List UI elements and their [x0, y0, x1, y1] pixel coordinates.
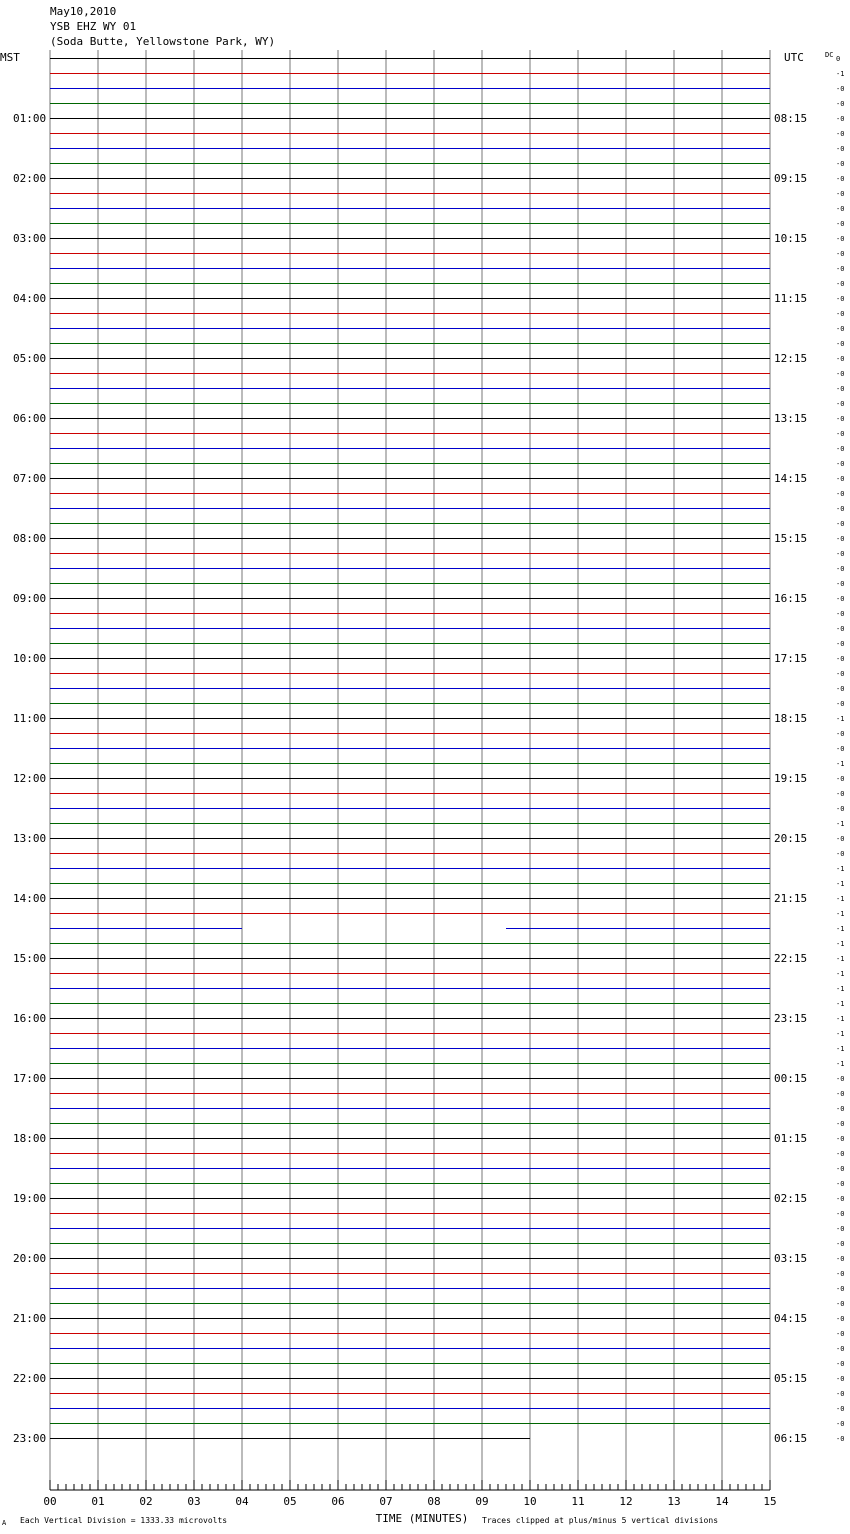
traces	[50, 59, 770, 1439]
time-axis	[43, 1480, 776, 1508]
x-tick-label: 14	[715, 1495, 729, 1508]
dc-offset-label: -0	[836, 310, 845, 318]
utc-hour-label: 01:15	[774, 1132, 808, 1145]
plot-location: (Soda Butte, Yellowstone Park, WY)	[50, 35, 276, 48]
utc-hour-label: 00:15	[774, 1072, 808, 1085]
mst-hour-label: 13:00	[13, 832, 47, 845]
dc-offset-label: -1	[836, 715, 845, 723]
utc-hour-label: 20:15	[774, 832, 808, 845]
dc-offset-label: -0	[836, 1345, 845, 1353]
plot-station: YSB EHZ WY 01	[50, 20, 137, 33]
utc-hour-label: 02:15	[774, 1192, 808, 1205]
dc-offset-label: -0	[836, 1330, 845, 1338]
mst-axis-label: MST	[0, 51, 20, 64]
dc-offset-label: -0	[836, 1255, 845, 1263]
dc-offset-label: -0	[836, 490, 845, 498]
dc-offset-label: -1	[836, 970, 845, 978]
x-tick-label: 15	[763, 1495, 777, 1508]
dc-offset-label: -1	[836, 895, 845, 903]
dc-offset-label: -0	[836, 1240, 845, 1248]
dc-offset-label: -0	[836, 580, 845, 588]
dc-offset-label: -0	[836, 190, 845, 198]
dc-offset-label: -1	[836, 865, 845, 873]
dc-offset-label: -0	[836, 700, 845, 708]
x-tick-label: 11	[571, 1495, 585, 1508]
utc-hour-label: 15:15	[774, 532, 808, 545]
x-tick-label: 10	[523, 1495, 537, 1508]
dc-offset-label: -0	[836, 640, 845, 648]
dc-offset-label: -0	[836, 400, 845, 408]
x-tick-label: 13	[667, 1495, 681, 1508]
mst-hour-label: 19:00	[13, 1192, 47, 1205]
dc-offset-label: -1	[836, 1000, 845, 1008]
dc-offset-label: -0	[836, 850, 845, 858]
dc-offset-label: -0	[836, 1210, 845, 1218]
dc-offset-label: -0	[836, 745, 845, 753]
dc-offset-label: -0	[836, 520, 845, 528]
dc-offset-label: -1	[836, 880, 845, 888]
dc-column-label: DC	[825, 51, 834, 59]
dc-offset-label: -0	[836, 685, 845, 693]
dc-offset-label: -0	[836, 295, 845, 303]
dc-offset-label: -0	[836, 460, 845, 468]
dc-offset-label: -0	[836, 805, 845, 813]
dc-offset-label: -0	[836, 175, 845, 183]
x-tick-label: 01	[91, 1495, 105, 1508]
dc-offset-label: -0	[836, 595, 845, 603]
dc-offset-label: -1	[836, 910, 845, 918]
dc-offset-label: -0	[836, 1135, 845, 1143]
dc-offset-label: -0	[836, 205, 845, 213]
utc-hour-label: 04:15	[774, 1312, 808, 1325]
dc-offset-label: -0	[836, 1285, 845, 1293]
dc-offset-label: -0	[836, 1360, 845, 1368]
mst-hour-label: 14:00	[13, 892, 47, 905]
mst-hour-label: 09:00	[13, 592, 47, 605]
mst-hour-label: 12:00	[13, 772, 47, 785]
dc-offset-label: -0	[836, 730, 845, 738]
dc-offset-label: -0	[836, 1420, 845, 1428]
dc-offset-label: -0	[836, 370, 845, 378]
dc-offset-label: -0	[836, 250, 845, 258]
utc-hour-label: 03:15	[774, 1252, 808, 1265]
mst-labels	[13, 112, 46, 1445]
utc-hour-label: 12:15	[774, 352, 808, 365]
footer-right-note: Traces clipped at plus/minus 5 vertical divisions	[482, 1516, 719, 1525]
dc-offset-label: -0	[836, 160, 845, 168]
utc-hour-label: 13:15	[774, 412, 808, 425]
dc-offset-label: -0	[836, 625, 845, 633]
dc-offset-label: -0	[836, 535, 845, 543]
plot-date: May10,2010	[50, 5, 117, 18]
mst-hour-label: 08:00	[13, 532, 47, 545]
dc-offset-label: -0	[836, 505, 845, 513]
mst-hour-label: 23:00	[13, 1432, 47, 1445]
mst-hour-label: 21:00	[13, 1312, 47, 1325]
dc-offset-label: -0	[836, 340, 845, 348]
dc-offset-label: -0	[836, 610, 845, 618]
dc-offset-label: -0	[836, 1225, 845, 1233]
dc-offset-label: -1	[836, 1030, 845, 1038]
utc-hour-label: 10:15	[774, 232, 808, 245]
dc-offset-label: -0	[836, 145, 845, 153]
dc-offset-label: -0	[836, 1180, 845, 1188]
dc-offset-label: -0	[836, 1105, 845, 1113]
dc-offset-label: -0	[836, 835, 845, 843]
utc-labels	[774, 112, 807, 1445]
x-tick-label: 08	[427, 1495, 441, 1508]
footer-left-note: Each Vertical Division = 1333.33 microvolts	[20, 1516, 228, 1525]
mst-hour-label: 04:00	[13, 292, 47, 305]
dc-offset-label: -0	[836, 1270, 845, 1278]
mst-hour-label: 17:00	[13, 1072, 47, 1085]
x-tick-label: 07	[379, 1495, 393, 1508]
dc-offset-label: -1	[836, 1060, 845, 1068]
x-tick-label: 12	[619, 1495, 633, 1508]
dc-offset-label: -0	[836, 430, 845, 438]
dc-offset-label: -0	[836, 100, 845, 108]
mst-hour-label: 16:00	[13, 1012, 47, 1025]
x-tick-label: 05	[283, 1495, 297, 1508]
mst-hour-label: 18:00	[13, 1132, 47, 1145]
dc-offset-label: -0	[836, 1315, 845, 1323]
dc-offset-label: -0	[836, 550, 845, 558]
dc-offset-labels	[836, 55, 844, 1443]
utc-hour-label: 08:15	[774, 112, 808, 125]
dc-offset-label: -0	[836, 220, 845, 228]
mst-hour-label: 10:00	[13, 652, 47, 665]
dc-offset-label: -0	[836, 775, 845, 783]
utc-hour-label: 17:15	[774, 652, 808, 665]
dc-offset-label: -0	[836, 445, 845, 453]
utc-hour-label: 05:15	[774, 1372, 808, 1385]
dc-offset-label: -1	[836, 925, 845, 933]
utc-hour-label: 09:15	[774, 172, 808, 185]
dc-offset-label: -0	[836, 385, 845, 393]
utc-hour-label: 06:15	[774, 1432, 808, 1445]
mst-hour-label: 20:00	[13, 1252, 47, 1265]
dc-offset-label: -0	[836, 1120, 845, 1128]
dc-offset-label: -1	[836, 985, 845, 993]
mst-hour-label: 05:00	[13, 352, 47, 365]
mst-hour-label: 11:00	[13, 712, 47, 725]
corner-mark: A	[2, 1519, 7, 1527]
utc-hour-label: 11:15	[774, 292, 808, 305]
mst-hour-label: 07:00	[13, 472, 47, 485]
dc-offset-label: -0	[836, 1075, 845, 1083]
dc-offset-label: -0	[836, 1195, 845, 1203]
dc-offset-label: -1	[836, 1015, 845, 1023]
dc-offset-label: -0	[836, 790, 845, 798]
dc-offset-label: -0	[836, 1405, 845, 1413]
dc-offset-label: -0	[836, 1435, 845, 1443]
x-tick-label: 00	[43, 1495, 57, 1508]
dc-offset-label: -0	[836, 1165, 845, 1173]
dc-offset-label: -0	[836, 670, 845, 678]
utc-hour-label: 21:15	[774, 892, 808, 905]
dc-offset-label: -0	[836, 1090, 845, 1098]
dc-offset-label: -1	[836, 955, 845, 963]
dc-offset-label: 0	[836, 55, 841, 63]
x-tick-label: 06	[331, 1495, 345, 1508]
utc-hour-label: 18:15	[774, 712, 808, 725]
dc-offset-label: -0	[836, 1390, 845, 1398]
utc-hour-label: 14:15	[774, 472, 808, 485]
dc-offset-label: -0	[836, 130, 845, 138]
utc-hour-label: 16:15	[774, 592, 808, 605]
dc-offset-label: -0	[836, 115, 845, 123]
utc-axis-label: UTC	[784, 51, 804, 64]
x-tick-label: 09	[475, 1495, 489, 1508]
dc-offset-label: -1	[836, 760, 845, 768]
dc-offset-label: -0	[836, 475, 845, 483]
dc-offset-label: -1	[836, 820, 845, 828]
utc-hour-label: 19:15	[774, 772, 808, 785]
dc-offset-label: -0	[836, 325, 845, 333]
dc-offset-label: -0	[836, 1300, 845, 1308]
mst-hour-label: 06:00	[13, 412, 47, 425]
dc-offset-label: -0	[836, 655, 845, 663]
dc-offset-label: -0	[836, 1150, 845, 1158]
utc-hour-label: 22:15	[774, 952, 808, 965]
x-tick-label: 03	[187, 1495, 201, 1508]
mst-hour-label: 02:00	[13, 172, 47, 185]
x-axis-title: TIME (MINUTES)	[375, 1512, 469, 1525]
dc-offset-label: -0	[836, 415, 845, 423]
dc-offset-label: -1	[836, 1045, 845, 1053]
dc-offset-label: -1	[836, 940, 845, 948]
dc-offset-label: -0	[836, 85, 845, 93]
mst-hour-label: 22:00	[13, 1372, 47, 1385]
dc-offset-label: -0	[836, 355, 845, 363]
mst-hour-label: 03:00	[13, 232, 47, 245]
mst-hour-label: 15:00	[13, 952, 47, 965]
dc-offset-label: -0	[836, 235, 845, 243]
x-tick-label: 02	[139, 1495, 153, 1508]
dc-offset-label: -0	[836, 565, 845, 573]
mst-hour-label: 01:00	[13, 112, 47, 125]
utc-hour-label: 23:15	[774, 1012, 808, 1025]
dc-offset-label: -0	[836, 265, 845, 273]
dc-offset-label: -0	[836, 1375, 845, 1383]
dc-offset-label: -1	[836, 70, 845, 78]
x-tick-label: 04	[235, 1495, 249, 1508]
dc-offset-label: -0	[836, 280, 845, 288]
